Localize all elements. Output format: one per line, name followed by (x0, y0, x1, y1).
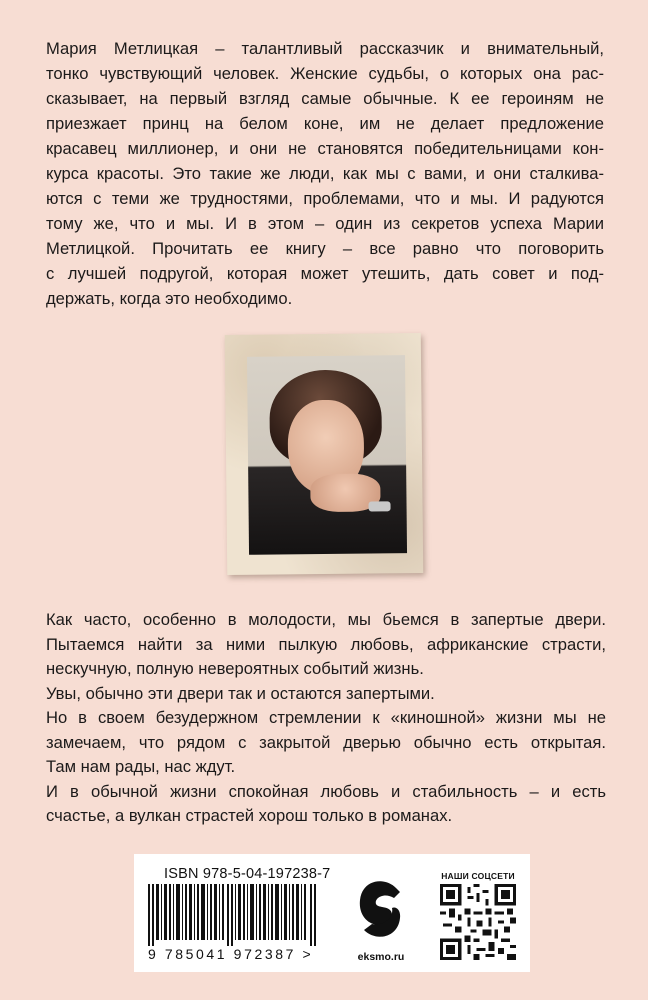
text-line: замечаем, что рядом с закрытой дверью обычно есть открытая. (46, 732, 606, 752)
text-line: Как часто, особенно в молодости, мы бьемся в запертые двери. (46, 610, 606, 629)
isbn-label: ISBN 978-5-04-197238-7 (164, 866, 331, 882)
publisher-info-box (134, 854, 530, 972)
text-line: счастье, а вулкан страстей хорош только в романах. (46, 806, 453, 825)
barcode-digits: 9 785041 972387 > (148, 946, 314, 962)
barcode-icon (148, 884, 318, 946)
text-line: Пытаемся найти за ними пылкую любовь, африканские страсти, (46, 634, 606, 654)
text-line: ются с теми же трудностями, проблемами, что и мы. И радуются (46, 189, 604, 208)
text-line: Метлицкой. Прочитать ее книгу – все равно что поговорить (46, 239, 604, 258)
social-label: НАШИ СОЦСЕТИ (441, 871, 515, 881)
eksmo-logo-icon[interactable] (354, 874, 406, 944)
text-line: красавец миллионер, и они не становятся победительницами кон- (46, 139, 604, 158)
annotation-bottom (46, 608, 606, 829)
author-photo (247, 355, 407, 555)
publisher-site-link[interactable]: eksmo.ru (357, 951, 405, 963)
text-line: Увы, обычно эти двери так и остаются запертыми. (46, 683, 435, 703)
text-line: И в обычной жизни спокойная любовь и стабильность – и есть (46, 781, 606, 801)
text-line: Там нам рады, нас ждут. (46, 757, 236, 776)
text-line: держать, когда это необходимо. (46, 289, 293, 308)
text-line: курса красоты. Это такие же люди, как мы с вами, и они сталкива- (46, 164, 604, 183)
annotation-top (46, 36, 604, 311)
text-line: Но в своем безудержном стремлении к «киношной» жизни мы не (46, 708, 606, 727)
text-line: с лучшей подругой, которая может утешить, дать совет и под- (46, 264, 604, 283)
text-line: тонко чувствующий человек. Женские судьбы, о которых она рас- (46, 64, 604, 83)
text-line: тому же, что и мы. И в этом – один из секретов успеха Марии (46, 214, 604, 233)
text-line: приезжает принц на белом коне, им не делает предложение (46, 114, 604, 133)
text-line: сказывает, на первый взгляд самые обычные. К ее героиням не (46, 89, 604, 108)
text-line: Мария Метлицкая – талантливый рассказчик и внимательный, (46, 39, 604, 58)
author-photo-frame (225, 333, 424, 575)
text-line: нескучную, полную невероятных событий жизнь. (46, 659, 424, 678)
qr-code-icon[interactable] (440, 884, 516, 960)
